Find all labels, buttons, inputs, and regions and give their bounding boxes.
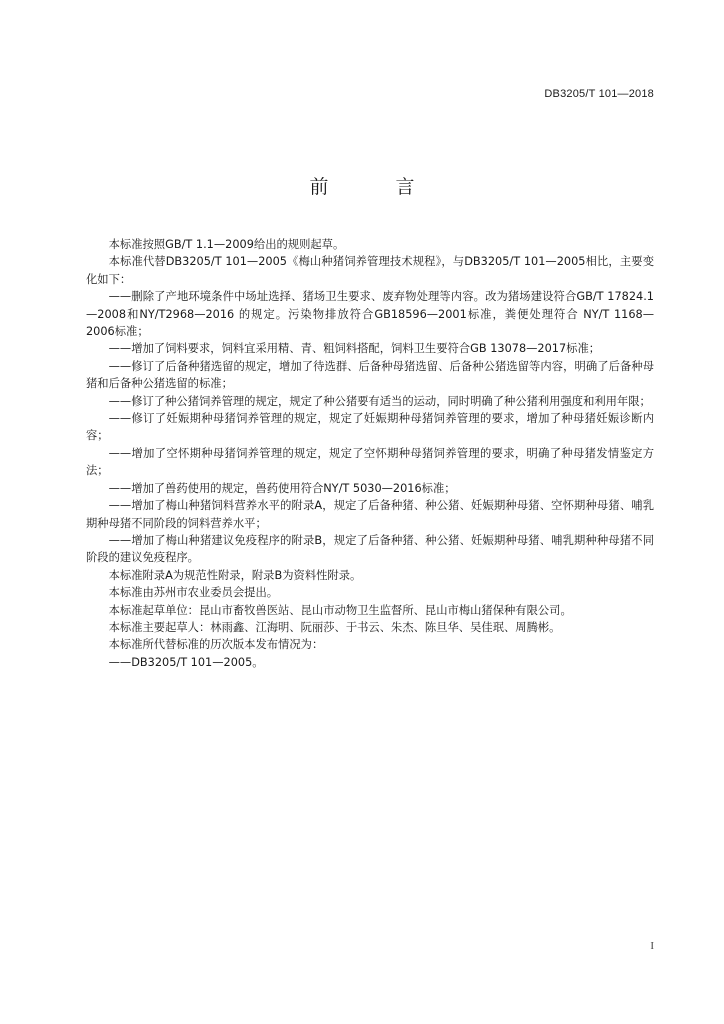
paragraph-2: 本标准代替DB3205/T 101—2005《梅山种猪饲养管理技术规程》，与DB3205/T 101—2005相比，主要变化如下：: [86, 255, 654, 286]
paragraph-4: ——增加了饲料要求，饲料宜采用精、青、粗饲料搭配，饲料卫生要符合GB 13078—2017标准；: [108, 342, 601, 356]
paragraph-13: 本标准由苏州市农业委员会提出。: [108, 586, 279, 600]
paragraph-5: ——修订了后备种猪选留的规定，增加了待选群、后备种母猪选留、后备种公猪选留等内容，明确了后备种母猪和后备种公猪选留的标准；: [86, 359, 654, 391]
paragraph-10: ——增加了梅山种猪饲料营养水平的附录A，规定了后备种猪、种公猪、妊娠期种母猪、空怀期种母猪、哺乳期种母猪不同阶段的饲料营养水平；: [86, 499, 654, 530]
page-number: I: [650, 940, 654, 952]
paragraph-3: ——删除了产地环境条件中场址选择、猪场卫生要求、废弃物处理等内容。改为猪场建设符合GB/T 17824.1—2008和NY/T2968—2016 的规定。污染物排放符合GB18596—2001标准，粪便处理符合 NY/T 1168—2006标准；: [86, 290, 654, 339]
paragraph-8: ——增加了空怀期种母猪饲养管理的规定，规定了空怀期种母猪饲养管理的要求，明确了种母猪发情鉴定方法；: [86, 446, 654, 478]
paragraph-14: 本标准起草单位：昆山市畜牧兽医站、昆山市动物卫生监督所、昆山市梅山猪保种有限公司。: [108, 603, 572, 617]
paragraph-16: 本标准所代替标准的历次版本发布情况为：: [108, 638, 324, 652]
paragraph-17: ——DB3205/T 101—2005。: [108, 655, 264, 669]
paragraph-11: ——增加了梅山种猪建议免疫程序的附录B，规定了后备种猪、种公猪、妊娠期种母猪、哺乳期种种母猪不同阶段的建议免疫程序。: [86, 533, 654, 565]
paragraph-9: ——增加了兽药使用的规定，兽药使用符合NY/T 5030—2016标准；: [108, 481, 456, 495]
paragraph-6: ——修订了种公猪饲养管理的规定，规定了种公猪要有适当的运动，同时明确了种公猪利用强度和利用年限；: [108, 394, 651, 408]
standard-code: DB3205/T 101—2018: [544, 88, 654, 100]
foreword-body: [86, 236, 654, 671]
paragraph-1: 本标准按照GB/T 1.1—2009给出的规则起草。: [108, 238, 345, 251]
paragraph-12: 本标准附录A为规范性附录，附录B为资料性附录。: [108, 568, 362, 582]
paragraph-15: 本标准主要起草人：林雨鑫、江海明、阮丽莎、于书云、朱杰、陈旦华、吴佳珉、周腾彬。: [108, 620, 561, 634]
page-title: 前 言: [309, 176, 439, 198]
paragraph-7: ——修订了妊娠期种母猪饲养管理的规定，规定了妊娠期种母猪饲养管理的要求，增加了种母猪妊娠诊断内容；: [86, 412, 654, 443]
